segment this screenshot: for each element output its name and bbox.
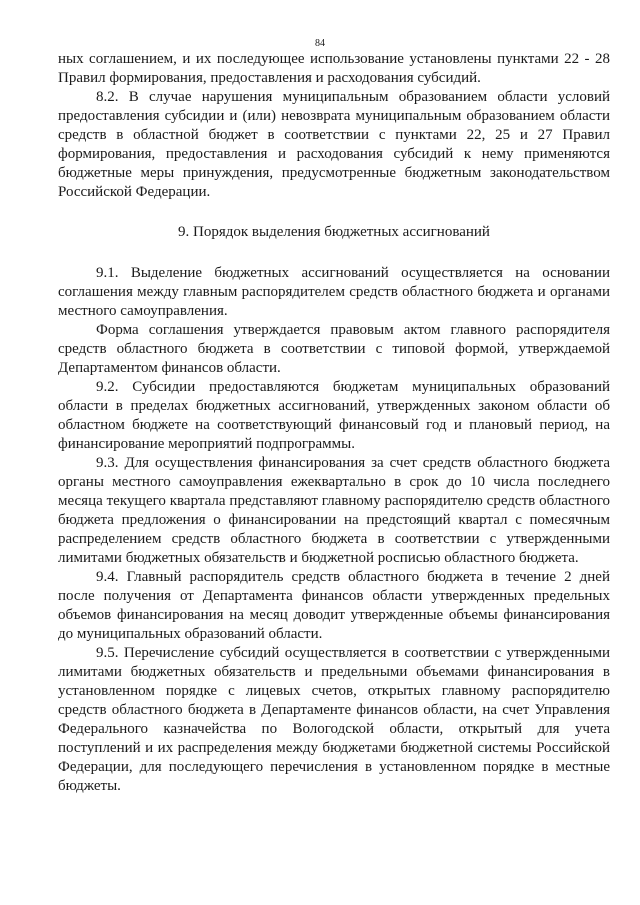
- paragraph-9-5: 9.5. Перечисление субсидий осуществляется в соответствии с утвержденными лимитами бюджетных обязательств и предельными объемами финансирования в установленном порядке с лицевых счетов, открытых главному распорядителю средств областного бюджета в Департаменте финансов области, на счет Управления Федерального казначейства по Вологодской области, открытый для учета поступлений и их распределения между бюджетами бюджетной системы Российской Федерации, для последующего перечисления в установленном порядке в местные бюджеты.: [58, 645, 610, 794]
- paragraph-9-2: 9.2. Субсидии предоставляются бюджетам муниципальных образований области в пределах бюджетных ассигнований, утвержденных законом области об областном бюджете на соответствующий финансовый год и плановый период, на финансирование мероприятий подпрограммы.: [58, 379, 610, 452]
- paragraph-8-2: 8.2. В случае нарушения муниципальным образованием области условий предоставления субсидии и (или) невозврата муниципальным образованием области средств в областной бюджет в соответствии с пунктами 22, 25 и 27 Правил формирования, предоставления и расходования субсидий к нему применяются бюджетные меры принуждения, предусмотренные бюджетным законодательством Российской Федерации.: [58, 89, 610, 200]
- section-heading-9: 9. Порядок выделения бюджетных ассигнований: [178, 224, 490, 240]
- paragraph-9-3: 9.3. Для осуществления финансирования за счет средств областного бюджета органы местного самоуправления ежеквартально в срок до 10 числа последнего месяца текущего квартала представляют главному распорядителю средств областного бюджета предложения о финансировании на предстоящий квартал с помесячным распределением средств областного бюджета в соответствии с утвержденными лимитами бюджетных обязательств и бюджетной росписью областного бюджета.: [58, 455, 610, 566]
- paragraph-continuation: ных соглашением, и их последующее использование установлены пунктами 22 - 28 Правил формирования, предоставления и расходования субсидий.: [58, 51, 610, 86]
- paragraph-9-4: 9.4. Главный распорядитель средств областного бюджета в течение 2 дней после получения от Департамента финансов области утвержденных предельных объемов финансирования на месяц доводит утвержденные объемы финансирования до муниципальных образований области.: [58, 569, 610, 642]
- page-number: 84: [315, 38, 325, 49]
- paragraph-9-1: 9.1. Выделение бюджетных ассигнований осуществляется на основании соглашения между главным распорядителем средств областного бюджета и органами местного самоуправления.: [58, 265, 610, 319]
- document-body: [58, 50, 610, 796]
- paragraph-agreement-form: Форма соглашения утверждается правовым актом главного распорядителя средств областного бюджета в соответствии с типовой формой, утверждаемой Департаментом финансов области.: [58, 322, 610, 376]
